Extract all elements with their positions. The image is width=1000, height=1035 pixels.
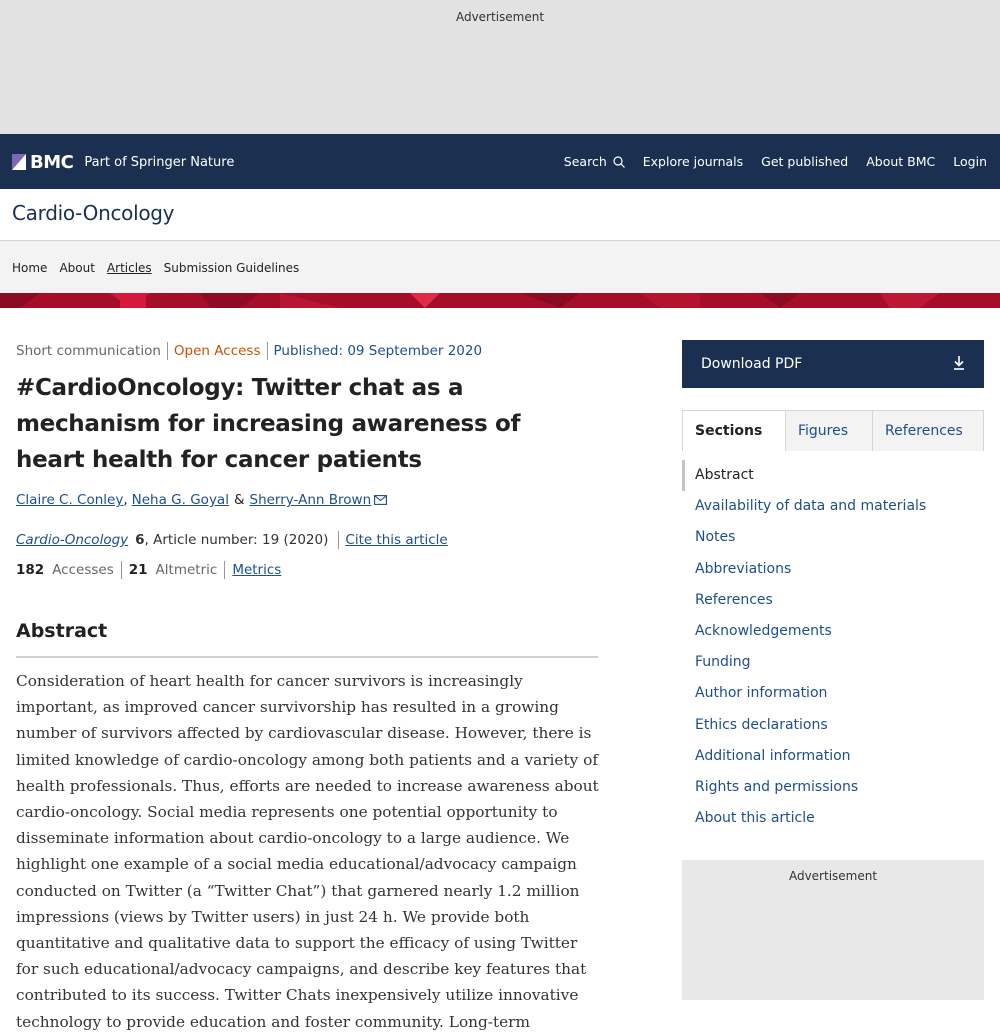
tab-references[interactable]: References xyxy=(872,411,983,451)
section-link-references[interactable]: References xyxy=(695,591,773,608)
journal-name-link[interactable]: Cardio-Oncology xyxy=(16,532,129,548)
abstract-divider xyxy=(16,656,598,658)
section-link-availability[interactable]: Availability of data and materials xyxy=(695,498,927,515)
download-pdf-label: Download PDF xyxy=(701,356,803,372)
author-ampersand: & xyxy=(233,492,245,508)
ad-label: Advertisement xyxy=(788,869,878,883)
metrics-link[interactable]: Metrics xyxy=(232,562,282,578)
abstract-heading: Abstract xyxy=(16,620,108,642)
author-link-goyal[interactable]: Neha G. Goyal xyxy=(131,492,229,508)
citation-line xyxy=(16,531,448,549)
abstract-text: Consideration of heart health for cancer survivors is increasingly important, as improved cancer survivorship has resulted in a growing number of survivors affected by cardiovascular disease. However, there is limited knowledge of cardio-oncology among both patients and a variety of health professionals. Thus, efforts are needed to increase awareness about cardio-oncology. Social media represents one potential opportunity to disseminate information about cardio-oncology to a large audience. We highlight one example of a social media educational/advocacy campaign conducted on Twitter (a “Twitter Chat”) that garnered nearly 1.2 million impressions (views by Twitter users) in just 24 h. We provide both quantitative and qualitative data to support the efficacy of using Twitter for such educational/advocacy campaigns, and describe key features that contributed to its success. Twitter Chats inexpensively utilize innovative technology to provide education and foster community. Long-term xyxy=(16,672,599,1031)
article-type: Short communication xyxy=(16,343,161,359)
article-number: , Article number: 19 (2020) xyxy=(144,532,329,548)
published-date: Published: 09 September 2020 xyxy=(273,343,483,359)
email-icon[interactable] xyxy=(374,495,387,505)
sidebar-tabs xyxy=(682,410,984,451)
download-pdf-button[interactable] xyxy=(682,340,984,388)
metrics-line xyxy=(16,561,281,579)
divider xyxy=(167,342,168,360)
author-list xyxy=(16,492,387,508)
section-link-additional-information[interactable]: Additional information xyxy=(695,747,851,764)
section-link-about-article[interactable]: About this article xyxy=(695,810,815,827)
accesses-label: Accesses xyxy=(52,562,114,578)
cite-article-link[interactable]: Cite this article xyxy=(345,532,448,548)
journal-bar xyxy=(0,189,1000,241)
section-link-abbreviations[interactable]: Abbreviations xyxy=(695,560,792,577)
section-link-notes[interactable]: Notes xyxy=(695,529,736,546)
search-button[interactable] xyxy=(564,154,625,169)
top-advertisement xyxy=(0,0,1000,134)
login-link[interactable]: Login xyxy=(953,154,987,169)
altmetric-label: Altmetric xyxy=(155,562,218,578)
ad-label: Advertisement xyxy=(455,10,545,24)
section-link-funding[interactable]: Funding xyxy=(695,654,751,671)
divider xyxy=(267,342,268,360)
explore-journals-link[interactable]: Explore journals xyxy=(642,154,744,169)
global-nav xyxy=(564,134,987,189)
section-link-rights[interactable]: Rights and permissions xyxy=(695,778,859,795)
journal-banner xyxy=(0,293,1000,308)
section-link-abstract[interactable]: Abstract xyxy=(682,460,984,491)
search-label: Search xyxy=(563,154,607,169)
article-title: #CardioOncology: Twitter chat as a mechanism for increasing awareness of heart health for cancer patients xyxy=(16,375,521,473)
author-link-conley[interactable]: Claire C. Conley xyxy=(16,492,124,508)
divider xyxy=(338,531,339,549)
nav-home-link[interactable]: Home xyxy=(12,261,48,275)
about-bmc-link[interactable]: About BMC xyxy=(866,154,936,169)
divider xyxy=(121,561,122,579)
accesses-count: 182 xyxy=(16,562,45,578)
bmc-logo[interactable] xyxy=(12,151,234,173)
section-link-acknowledgements[interactable]: Acknowledgements xyxy=(695,622,832,639)
download-icon xyxy=(952,355,966,371)
author-link-brown[interactable]: Sherry-Ann Brown xyxy=(249,492,372,508)
nav-submission-link[interactable]: Submission Guidelines xyxy=(163,261,300,275)
logo-text: BMC xyxy=(30,151,74,173)
nav-about-link[interactable]: About xyxy=(59,261,95,275)
journal-title[interactable]: Cardio-Oncology xyxy=(12,201,175,225)
volume-number: 6 xyxy=(135,532,145,548)
tab-figures[interactable]: Figures xyxy=(785,411,872,451)
search-icon xyxy=(613,156,625,168)
sidebar-advertisement xyxy=(682,860,984,1000)
author-separator: , xyxy=(123,492,128,508)
sections-list xyxy=(682,460,984,834)
tab-sections[interactable]: Sections xyxy=(683,411,785,451)
logo-subtitle: Part of Springer Nature xyxy=(84,154,235,170)
divider xyxy=(224,561,225,579)
global-header xyxy=(0,134,1000,189)
nav-articles-link[interactable]: Articles xyxy=(106,261,152,275)
altmetric-count: 21 xyxy=(128,562,148,578)
journal-nav xyxy=(0,241,1000,293)
section-link-author-information[interactable]: Author information xyxy=(695,685,828,702)
bmc-logo-icon xyxy=(12,154,26,170)
open-access-badge: Open Access xyxy=(173,343,261,359)
article-meta xyxy=(16,342,482,360)
get-published-link[interactable]: Get published xyxy=(761,154,849,169)
section-link-ethics[interactable]: Ethics declarations xyxy=(695,716,828,733)
